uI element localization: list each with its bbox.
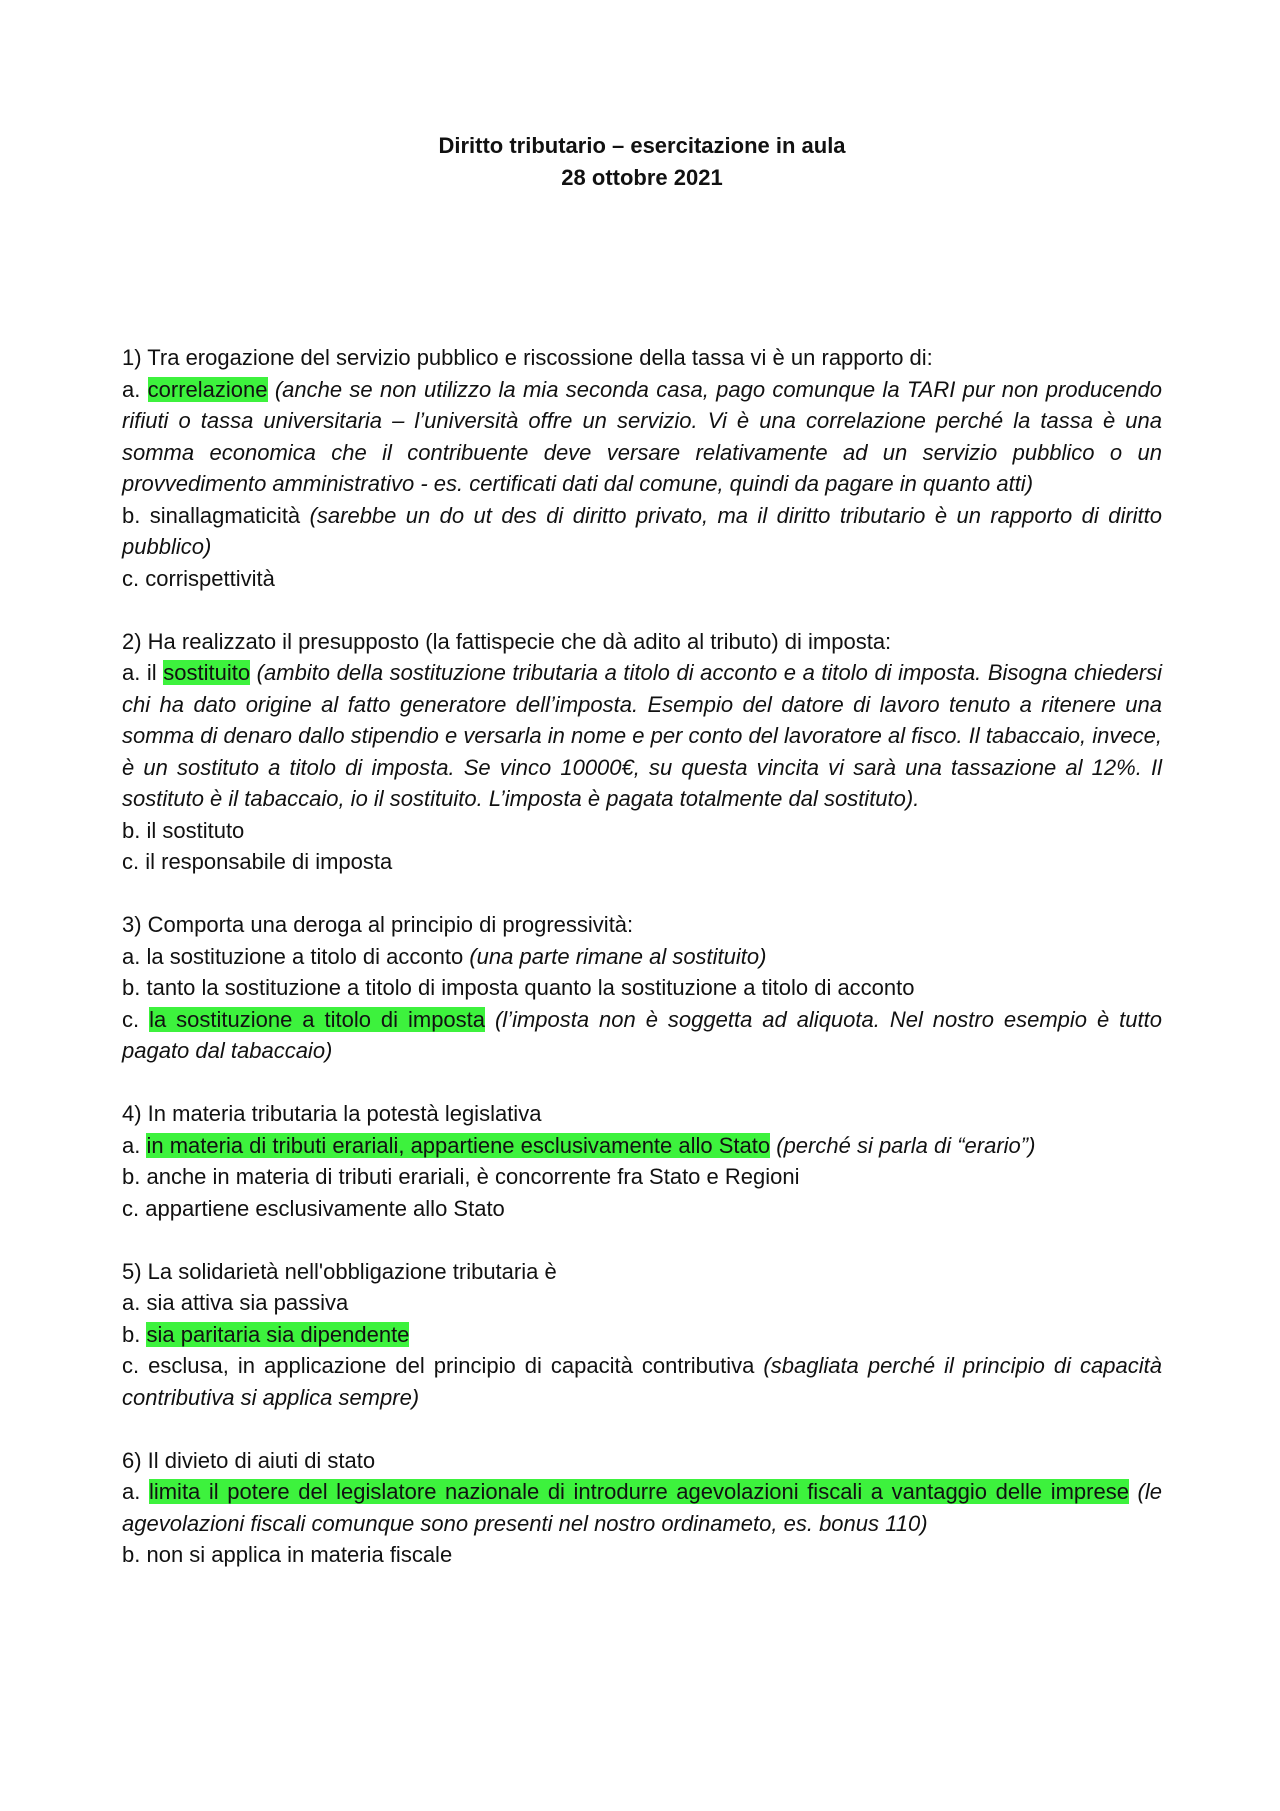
option-prefix: c. [122,849,146,874]
answer-option [122,815,1162,847]
question-text: 6) Il divieto di aiuti di stato [122,1447,376,1473]
question-block [122,626,1162,878]
option-prefix: a. [122,1290,147,1315]
correct-answer-highlight: limita il potere del legislatore nazionale di introdurre agevolazioni fiscali a vantaggio delle imprese [148,1479,1129,1504]
option-prefix: a. il [122,660,164,685]
question-text: 5) La solidarietà nell'obbligazione tributaria è [122,1258,557,1284]
question-text: 3) Comporta una deroga al principio di progressività: [122,912,634,937]
question-text: 4) In materia tributaria la potestà legislativa [122,1101,542,1126]
answer-option [122,1130,1162,1162]
document-body [122,342,1162,1602]
option-prefix: c. [122,1006,150,1032]
option-prefix: a. [122,1132,147,1158]
question-block [122,1098,1162,1224]
title-line-1: Diritto tributario – esercitazione in aula [438,133,846,158]
option-prefix: c. [122,1353,149,1378]
answer-option [122,846,1162,878]
correct-answer-highlight: in materia di tributi erariali, appartiene esclusivamente allo Stato [146,1132,771,1158]
answer-option [122,500,1162,563]
option-prefix: b. [122,1321,147,1347]
answer-option [122,1193,1162,1225]
option-note: (sbagliata perché il principio di capacità contributiva si applica sempre) [122,1353,1162,1410]
option-note: (le agevolazioni fiscali comunque sono presenti nel nostro ordinameto, es. bonus 110) [122,1479,1162,1536]
question-block [122,1445,1162,1571]
question-text: 1) Tra erogazione del servizio pubblico e riscossione della tassa vi è un rapporto di: [122,345,933,370]
option-text: non si applica in materia fiscale [146,1542,453,1567]
correct-answer-highlight: sostituito [163,660,251,685]
option-text: il responsabile di imposta [145,849,393,874]
option-note: (perché si parla di “erario”) [770,1132,1036,1158]
option-note: (anche se non utilizzo la mia seconda casa, pago comunque la TARI pur non producendo rifiuti o tassa universitaria – l’università offre un servizio. Vi è una correlazione perché la tassa è una somma economica che il contribuente deve versare relativamente ad un servizio pubblico o un provvedimento amministrativo - es. certificati dati dal comune, quindi da pagare in quanto atti) [122,376,1162,496]
option-prefix: b. [122,1542,147,1567]
option-text: esclusa, in applicazione del principio di capacità contributiva [148,1353,755,1378]
option-prefix: a. [122,943,147,969]
answer-option [122,1350,1162,1413]
option-prefix: a. [122,1479,149,1504]
option-note: (l’imposta non è soggetta ad aliquota. Nel nostro esempio è tutto pagato dal tabaccaio) [122,1006,1162,1063]
question-block [122,1256,1162,1414]
option-text: anche in materia di tributi erariali, è concorrente fra Stato e Regioni [146,1164,800,1189]
option-text: appartiene esclusivamente allo Stato [145,1195,505,1221]
option-text: sia attiva sia passiva [146,1290,349,1315]
answer-option [122,941,1162,973]
option-text: la sostituzione a titolo di acconto [146,943,464,969]
answer-option [122,1287,1162,1319]
option-prefix: b. [122,817,147,843]
answer-option [122,374,1162,500]
option-note: (sarebbe un do ut des di diritto privato, ma il diritto tributario è un rapporto di diritto pubblico) [122,502,1163,559]
answer-option [122,972,1162,1004]
question-block [122,342,1162,594]
option-text: corrispettività [145,565,275,591]
option-prefix: b. [122,975,147,1000]
option-text: il sostituto [146,817,245,843]
option-text: sinallagmaticità [149,502,301,528]
option-prefix: b. [122,502,150,528]
answer-option [122,1476,1162,1539]
option-prefix: a. [122,376,148,402]
title-date: 28 ottobre 2021 [561,165,723,190]
option-note: (ambito della sostituzione tributaria a titolo di acconto e a titolo di imposta. Bisogna chiedersi chi ha dato origine al fatto generatore dell’imposta. Esempio del datore di lavoro tenuto a ritenere una somma di denaro dallo stipendio e versarla in nome e per conto del lavoratore al fisco. Il tabaccaio, invece, è un sostituto a titolo di imposta. Se vinco 10000€, su questa vincita vi sarà una tassazione al 12%. Il sostituto è il tabaccaio, io il sostituito. L’imposta è pagata totalmente dal sostituto). [122,660,1162,811]
option-note: (una parte rimane al sostituito) [463,943,767,969]
option-prefix: b. [122,1164,147,1189]
document-title [122,130,1162,194]
option-text: tanto la sostituzione a titolo di imposta quanto la sostituzione a titolo di acconto [146,975,915,1000]
question-text: 2) Ha realizzato il presupposto (la fattispecie che dà adito al tributo) di imposta: [122,628,892,654]
correct-answer-highlight: correlazione [147,376,268,402]
option-prefix: c. [122,1195,146,1221]
correct-answer-highlight: sia paritaria sia dipendente [146,1321,410,1347]
answer-option [122,1539,1162,1571]
answer-option [122,1004,1162,1067]
question-block [122,909,1162,1067]
answer-option [122,563,1162,595]
correct-answer-highlight: la sostituzione a titolo di imposta [149,1006,486,1032]
answer-option [122,1161,1162,1193]
answer-option [122,657,1162,815]
option-prefix: c. [122,565,146,591]
answer-option [122,1319,1162,1351]
